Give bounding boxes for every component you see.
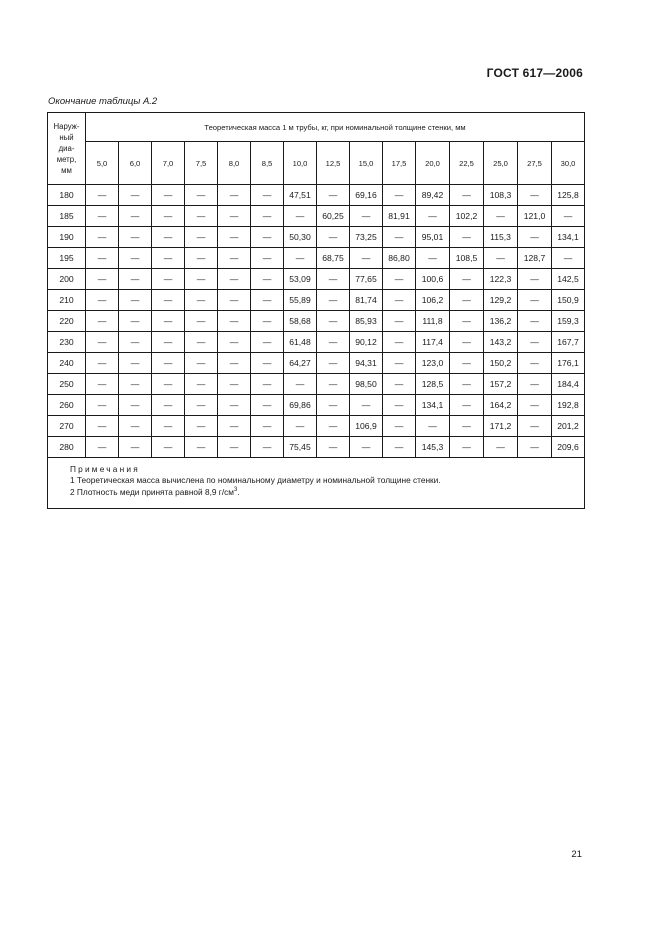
mass-cell: —: [119, 185, 152, 206]
mass-cell: —: [86, 290, 119, 311]
wall-thickness-header: 20,0: [416, 142, 450, 185]
mass-cell: —: [317, 332, 350, 353]
mass-cell: —: [350, 248, 383, 269]
mass-cell: 81,91: [383, 206, 416, 227]
mass-cell: —: [152, 227, 185, 248]
mass-cell: —: [450, 185, 484, 206]
table-notes: [48, 458, 585, 509]
mass-cell: —: [251, 437, 284, 458]
mass-cell: —: [119, 311, 152, 332]
mass-cell: 95,01: [416, 227, 450, 248]
mass-cell: 68,75: [317, 248, 350, 269]
mass-cell: —: [86, 269, 119, 290]
mass-cell: 128,5: [416, 374, 450, 395]
mass-cell: —: [86, 311, 119, 332]
mass-cell: —: [450, 416, 484, 437]
mass-cell: —: [518, 437, 552, 458]
mass-cell: —: [119, 248, 152, 269]
diameter-column-header: [48, 113, 86, 185]
diameter-header-line: ный: [59, 133, 74, 142]
diameter-cell: 240: [48, 353, 86, 374]
mass-cell: —: [86, 395, 119, 416]
mass-cell: —: [152, 353, 185, 374]
wall-thickness-header: 7,0: [152, 142, 185, 185]
mass-cell: —: [119, 206, 152, 227]
mass-cell: 209,6: [552, 437, 585, 458]
note-2-superscript: 3: [233, 487, 238, 493]
diameter-cell: 180: [48, 185, 86, 206]
mass-cell: —: [450, 269, 484, 290]
mass-cell: —: [518, 332, 552, 353]
mass-cell: —: [152, 437, 185, 458]
wall-thickness-header-row: [48, 142, 585, 185]
note-1: 1 Теоретическая масса вычислена по номинальному диаметру и номинальной толщине стенки.: [70, 474, 441, 485]
mass-cell: 53,09: [284, 269, 317, 290]
mass-cell: —: [185, 290, 218, 311]
mass-cell: —: [119, 269, 152, 290]
mass-cell: —: [284, 206, 317, 227]
mass-cell: 85,93: [350, 311, 383, 332]
mass-cell: 128,7: [518, 248, 552, 269]
mass-cell: —: [350, 206, 383, 227]
table-row: [48, 395, 585, 416]
diameter-cell: 260: [48, 395, 86, 416]
mass-cell: 145,3: [416, 437, 450, 458]
diameter-cell: 250: [48, 374, 86, 395]
mass-cell: —: [484, 437, 518, 458]
diameter-cell: 185: [48, 206, 86, 227]
mass-cell: 167,7: [552, 332, 585, 353]
mass-cell: —: [218, 416, 251, 437]
mass-cell: 115,3: [484, 227, 518, 248]
mass-cell: 134,1: [552, 227, 585, 248]
mass-cell: 192,8: [552, 395, 585, 416]
mass-cell: 69,16: [350, 185, 383, 206]
mass-cell: —: [284, 248, 317, 269]
mass-cell: 58,68: [284, 311, 317, 332]
mass-cell: —: [119, 227, 152, 248]
table-row: [48, 437, 585, 458]
mass-cell: 89,42: [416, 185, 450, 206]
table-row: [48, 227, 585, 248]
mass-cell: —: [185, 353, 218, 374]
mass-cell: —: [484, 206, 518, 227]
mass-cell: —: [450, 290, 484, 311]
mass-cell: 86,80: [383, 248, 416, 269]
mass-cell: 125,8: [552, 185, 585, 206]
mass-cell: —: [251, 248, 284, 269]
mass-cell: —: [185, 374, 218, 395]
mass-cell: 117,4: [416, 332, 450, 353]
table-notes-row: [48, 458, 585, 509]
mass-cell: 143,2: [484, 332, 518, 353]
mass-cell: —: [251, 290, 284, 311]
mass-cell: —: [218, 332, 251, 353]
mass-cell: —: [185, 206, 218, 227]
mass-cell: —: [119, 395, 152, 416]
mass-cell: 142,5: [552, 269, 585, 290]
mass-cell: —: [218, 437, 251, 458]
mass-cell: 150,2: [484, 353, 518, 374]
mass-cell: —: [383, 374, 416, 395]
mass-cell: —: [317, 227, 350, 248]
mass-cell: 77,65: [350, 269, 383, 290]
mass-cell: 50,30: [284, 227, 317, 248]
mass-cell: —: [383, 395, 416, 416]
mass-cell: —: [251, 206, 284, 227]
mass-cell: 47,51: [284, 185, 317, 206]
wall-thickness-header: 10,0: [284, 142, 317, 185]
wall-thickness-header: 27,5: [518, 142, 552, 185]
mass-cell: 94,31: [350, 353, 383, 374]
page-number: 21: [571, 849, 582, 860]
mass-cell: —: [518, 416, 552, 437]
mass-cell: —: [450, 437, 484, 458]
table-row: [48, 185, 585, 206]
mass-cell: —: [416, 206, 450, 227]
mass-cell: —: [383, 437, 416, 458]
mass-cell: —: [251, 332, 284, 353]
table-row: [48, 269, 585, 290]
mass-column-group-header: Теоретическая масса 1 м трубы, кг, при номинальной толщине стенки, мм: [86, 113, 585, 142]
mass-cell: 129,2: [484, 290, 518, 311]
mass-cell: —: [86, 416, 119, 437]
mass-cell: —: [383, 332, 416, 353]
mass-cell: —: [86, 227, 119, 248]
mass-cell: 150,9: [552, 290, 585, 311]
mass-cell: —: [119, 416, 152, 437]
mass-cell: —: [450, 332, 484, 353]
mass-cell: —: [383, 353, 416, 374]
mass-cell: 73,25: [350, 227, 383, 248]
mass-cell: —: [416, 248, 450, 269]
mass-cell: 123,0: [416, 353, 450, 374]
mass-cell: —: [152, 248, 185, 269]
mass-cell: —: [518, 227, 552, 248]
mass-cell: —: [86, 185, 119, 206]
mass-cell: —: [251, 311, 284, 332]
wall-thickness-header: 6,0: [119, 142, 152, 185]
mass-cell: 159,3: [552, 311, 585, 332]
mass-cell: —: [317, 353, 350, 374]
mass-cell: —: [552, 248, 585, 269]
mass-cell: —: [218, 269, 251, 290]
wall-thickness-header: 8,5: [251, 142, 284, 185]
mass-cell: 201,2: [552, 416, 585, 437]
mass-cell: —: [86, 206, 119, 227]
mass-cell: —: [218, 206, 251, 227]
mass-cell: —: [251, 353, 284, 374]
mass-cell: —: [185, 269, 218, 290]
mass-cell: —: [383, 227, 416, 248]
diameter-cell: 190: [48, 227, 86, 248]
mass-cell: —: [218, 374, 251, 395]
table-row: [48, 311, 585, 332]
mass-cell: —: [86, 353, 119, 374]
mass-cell: —: [185, 395, 218, 416]
mass-cell: —: [518, 290, 552, 311]
mass-cell: 134,1: [416, 395, 450, 416]
diameter-cell: 220: [48, 311, 86, 332]
mass-cell: —: [450, 395, 484, 416]
mass-cell: —: [218, 227, 251, 248]
mass-cell: —: [251, 227, 284, 248]
mass-cell: —: [251, 185, 284, 206]
mass-cell: —: [251, 416, 284, 437]
mass-cell: 136,2: [484, 311, 518, 332]
mass-cell: —: [185, 416, 218, 437]
notes-title: Примечания: [70, 464, 140, 474]
mass-cell: —: [284, 374, 317, 395]
mass-cell: —: [552, 206, 585, 227]
mass-cell: —: [284, 416, 317, 437]
mass-cell: —: [450, 374, 484, 395]
wall-thickness-header: 7,5: [185, 142, 218, 185]
pipe-mass-table: [47, 112, 585, 509]
wall-thickness-header: 5,0: [86, 142, 119, 185]
mass-cell: —: [317, 290, 350, 311]
mass-cell: —: [86, 437, 119, 458]
diameter-header-line: Наруж-: [53, 122, 80, 131]
diameter-header-line: мм: [61, 166, 72, 175]
mass-cell: —: [518, 374, 552, 395]
mass-cell: —: [185, 185, 218, 206]
mass-cell: —: [317, 395, 350, 416]
mass-cell: —: [383, 416, 416, 437]
mass-cell: 111,8: [416, 311, 450, 332]
mass-cell: —: [317, 437, 350, 458]
mass-cell: —: [218, 185, 251, 206]
mass-cell: 106,9: [350, 416, 383, 437]
mass-cell: —: [450, 227, 484, 248]
mass-cell: —: [350, 395, 383, 416]
mass-cell: 75,45: [284, 437, 317, 458]
mass-cell: —: [119, 437, 152, 458]
mass-cell: —: [416, 416, 450, 437]
mass-cell: 108,3: [484, 185, 518, 206]
mass-cell: —: [218, 395, 251, 416]
mass-cell: —: [218, 290, 251, 311]
mass-cell: —: [119, 353, 152, 374]
wall-thickness-header: 15,0: [350, 142, 383, 185]
mass-cell: —: [152, 290, 185, 311]
mass-cell: —: [119, 290, 152, 311]
table-row: [48, 353, 585, 374]
wall-thickness-header: 17,5: [383, 142, 416, 185]
wall-thickness-header: 8,0: [218, 142, 251, 185]
table-row: [48, 290, 585, 311]
mass-cell: 157,2: [484, 374, 518, 395]
mass-cell: 90,12: [350, 332, 383, 353]
mass-cell: —: [383, 290, 416, 311]
mass-cell: —: [518, 353, 552, 374]
table-row: [48, 332, 585, 353]
mass-cell: —: [317, 185, 350, 206]
mass-cell: —: [518, 311, 552, 332]
mass-cell: —: [86, 248, 119, 269]
mass-cell: —: [152, 185, 185, 206]
note-2-text: 2 Плотность меди принята равной 8,9 г/см: [70, 486, 234, 497]
mass-cell: 81,74: [350, 290, 383, 311]
mass-cell: —: [251, 374, 284, 395]
table-row: [48, 248, 585, 269]
mass-cell: —: [317, 269, 350, 290]
table-row: [48, 206, 585, 227]
document-standard-number: ГОСТ 617—2006: [486, 66, 583, 80]
mass-cell: 106,2: [416, 290, 450, 311]
mass-cell: 100,6: [416, 269, 450, 290]
mass-cell: —: [518, 269, 552, 290]
mass-cell: —: [152, 269, 185, 290]
mass-cell: —: [218, 311, 251, 332]
mass-cell: 64,27: [284, 353, 317, 374]
mass-cell: —: [251, 269, 284, 290]
mass-cell: 184,4: [552, 374, 585, 395]
note-2: [70, 485, 584, 497]
mass-cell: —: [518, 185, 552, 206]
mass-cell: —: [185, 248, 218, 269]
mass-cell: 60,25: [317, 206, 350, 227]
mass-cell: —: [218, 248, 251, 269]
mass-cell: —: [185, 437, 218, 458]
diameter-header-line: диа-: [58, 144, 75, 153]
mass-cell: —: [383, 185, 416, 206]
table-caption: Окончание таблицы А.2: [48, 96, 158, 107]
mass-cell: —: [383, 269, 416, 290]
mass-cell: —: [119, 332, 152, 353]
mass-cell: —: [86, 332, 119, 353]
mass-cell: —: [119, 374, 152, 395]
mass-cell: 108,5: [450, 248, 484, 269]
mass-cell: —: [251, 395, 284, 416]
wall-thickness-header: 30,0: [552, 142, 585, 185]
diameter-cell: 195: [48, 248, 86, 269]
wall-thickness-header: 22,5: [450, 142, 484, 185]
mass-cell: —: [152, 206, 185, 227]
mass-cell: —: [383, 311, 416, 332]
mass-cell: —: [317, 416, 350, 437]
mass-cell: —: [218, 353, 251, 374]
diameter-cell: 230: [48, 332, 86, 353]
diameter-header-line: метр,: [56, 155, 77, 164]
mass-cell: —: [152, 395, 185, 416]
mass-cell: —: [152, 332, 185, 353]
mass-cell: —: [185, 311, 218, 332]
note-2-suffix: .: [237, 486, 240, 497]
diameter-cell: 200: [48, 269, 86, 290]
mass-cell: —: [350, 437, 383, 458]
diameter-cell: 280: [48, 437, 86, 458]
mass-cell: —: [317, 311, 350, 332]
table-row: [48, 374, 585, 395]
mass-cell: 61,48: [284, 332, 317, 353]
wall-thickness-header: 12,5: [317, 142, 350, 185]
diameter-cell: 270: [48, 416, 86, 437]
mass-cell: —: [152, 374, 185, 395]
mass-cell: 98,50: [350, 374, 383, 395]
mass-cell: —: [518, 395, 552, 416]
mass-cell: —: [185, 332, 218, 353]
mass-cell: —: [86, 374, 119, 395]
mass-cell: —: [152, 311, 185, 332]
mass-cell: —: [450, 353, 484, 374]
mass-cell: —: [450, 311, 484, 332]
mass-cell: —: [152, 416, 185, 437]
mass-cell: 69,86: [284, 395, 317, 416]
mass-cell: 171,2: [484, 416, 518, 437]
mass-cell: 176,1: [552, 353, 585, 374]
table-row: [48, 416, 585, 437]
mass-cell: 122,3: [484, 269, 518, 290]
mass-cell: —: [484, 248, 518, 269]
mass-cell: 55,89: [284, 290, 317, 311]
mass-cell: —: [317, 374, 350, 395]
mass-cell: 164,2: [484, 395, 518, 416]
mass-cell: 102,2: [450, 206, 484, 227]
diameter-cell: 210: [48, 290, 86, 311]
wall-thickness-header: 25,0: [484, 142, 518, 185]
mass-cell: 121,0: [518, 206, 552, 227]
mass-cell: —: [185, 227, 218, 248]
